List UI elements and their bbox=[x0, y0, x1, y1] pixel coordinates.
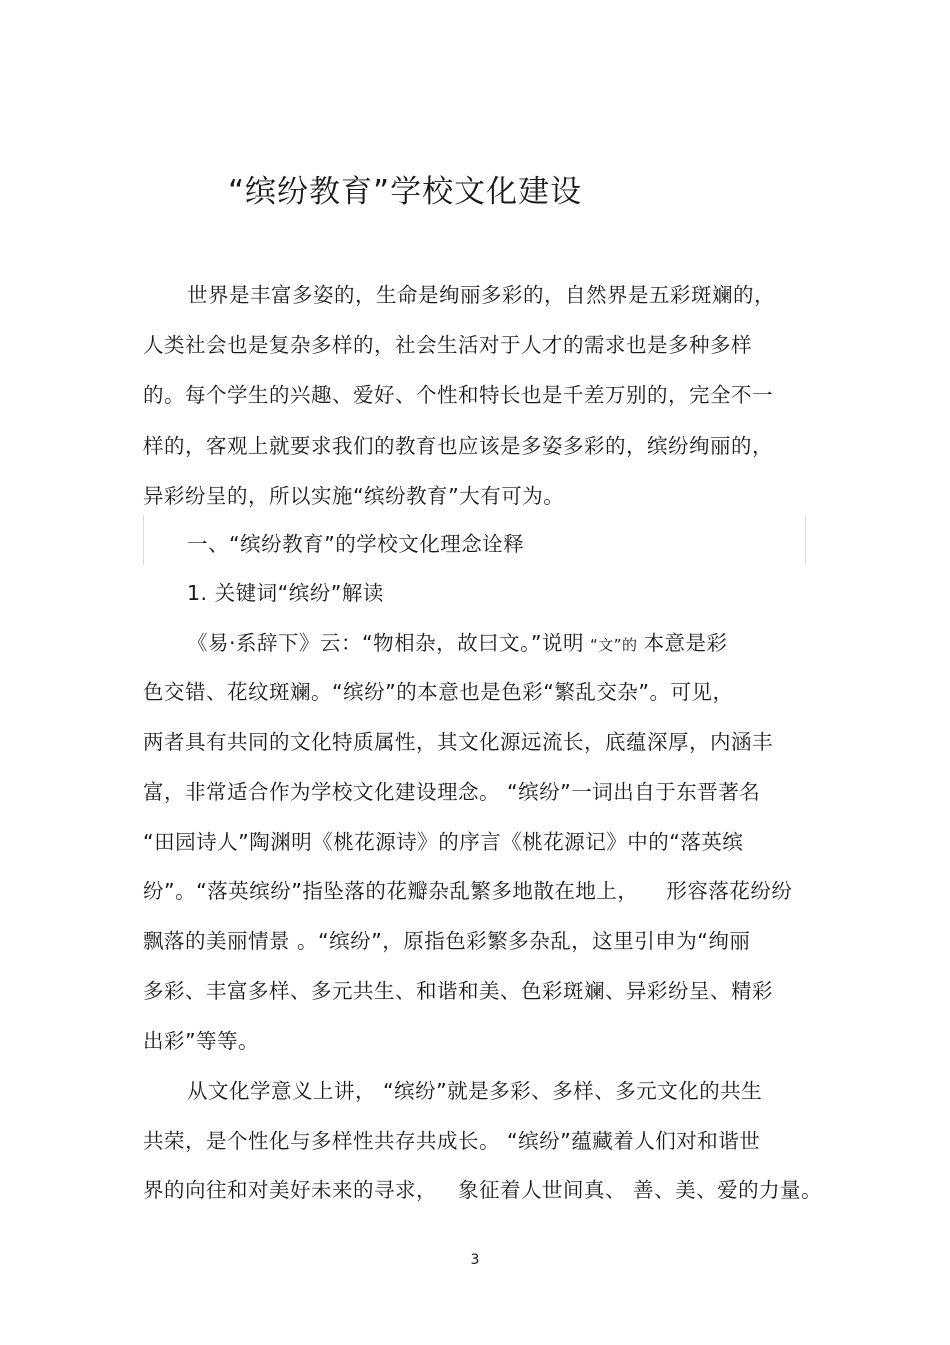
paragraph-2-line-1-part-3: 本意是彩 bbox=[643, 631, 728, 655]
paragraph-2-line-1 bbox=[187, 628, 728, 660]
subheading: 1. 关键词“缤纷”解读 bbox=[187, 581, 384, 605]
paragraph-2-line-4: 富，非常适合作为学校文化建设理念。 “缤纷”一词出自于东晋著名 bbox=[143, 780, 761, 804]
paragraph-2-line-9: 出彩”等等。 bbox=[143, 1029, 260, 1053]
paragraph-2-line-1-part-1: 《易·系辞下》云：“物相杂，故曰文。”说明 bbox=[187, 631, 585, 655]
heading-box-left-rule bbox=[143, 515, 144, 565]
paragraph-1-line-1: 世界是丰富多姿的，生命是绚丽多彩的，自然界是五彩斑斓的， bbox=[187, 283, 775, 307]
section-heading: 一、“缤纷教育”的学校文化理念诠释 bbox=[187, 532, 525, 556]
paragraph-2-line-2: 色交错、花纹斑斓。“缤纷”的本意也是色彩“繁乱交杂”。可见， bbox=[143, 680, 734, 704]
paragraph-3-line-3: 界的向往和对美好未来的寻求， 象征着人世间真、 善、美、爱的力量。 bbox=[143, 1178, 823, 1202]
paragraph-3-line-1: 从文化学意义上讲， “缤纷”就是多彩、多样、多元文化的共生 bbox=[187, 1079, 763, 1103]
paragraph-2-line-3: 两者具有共同的文化特质属性，其文化源远流长，底蕴深厚，内涵丰 bbox=[143, 730, 773, 754]
paragraph-1-line-4: 样的，客观上就要求我们的教育也应该是多姿多彩的，缤纷绚丽的， bbox=[143, 434, 773, 458]
paragraph-2-line-1-part-2: “文”的 bbox=[590, 636, 638, 654]
paragraph-2-line-6: 纷”。“落英缤纷”指坠落的花瓣杂乱繁多地散在地上， 形容落花纷纷 bbox=[143, 879, 793, 903]
paragraph-1-line-2: 人类社会也是复杂多样的，社会生活对于人才的需求也是多种多样 bbox=[143, 333, 752, 357]
paragraph-2-line-8: 多彩、丰富多样、多元共生、和谐和美、色彩斑斓、异彩纷呈、精彩 bbox=[143, 979, 773, 1003]
heading-box-right-rule bbox=[805, 515, 806, 565]
document-title: “缤纷教育”学校文化建设 bbox=[228, 174, 583, 210]
paragraph-2-line-7: 飘落的美丽情景 。“缤纷”，原指色彩繁多杂乱，这里引申为“绚丽 bbox=[143, 929, 751, 953]
paragraph-1-line-5: 异彩纷呈的，所以实施“缤纷教育”大有可为。 bbox=[143, 484, 565, 508]
paragraph-1-line-3: 的。每个学生的兴趣、爱好、个性和特长也是千差万别的，完全不一 bbox=[143, 383, 773, 407]
page-number: 3 bbox=[470, 1252, 480, 1268]
paragraph-2-line-5: “田园诗人”陶渊明《桃花源诗》的序言《桃花源记》中的“落英缤 bbox=[143, 830, 744, 854]
paragraph-3-line-2: 共荣，是个性化与多样性共存共成长。 “缤纷”蕴藏着人们对和谐世 bbox=[143, 1129, 761, 1153]
